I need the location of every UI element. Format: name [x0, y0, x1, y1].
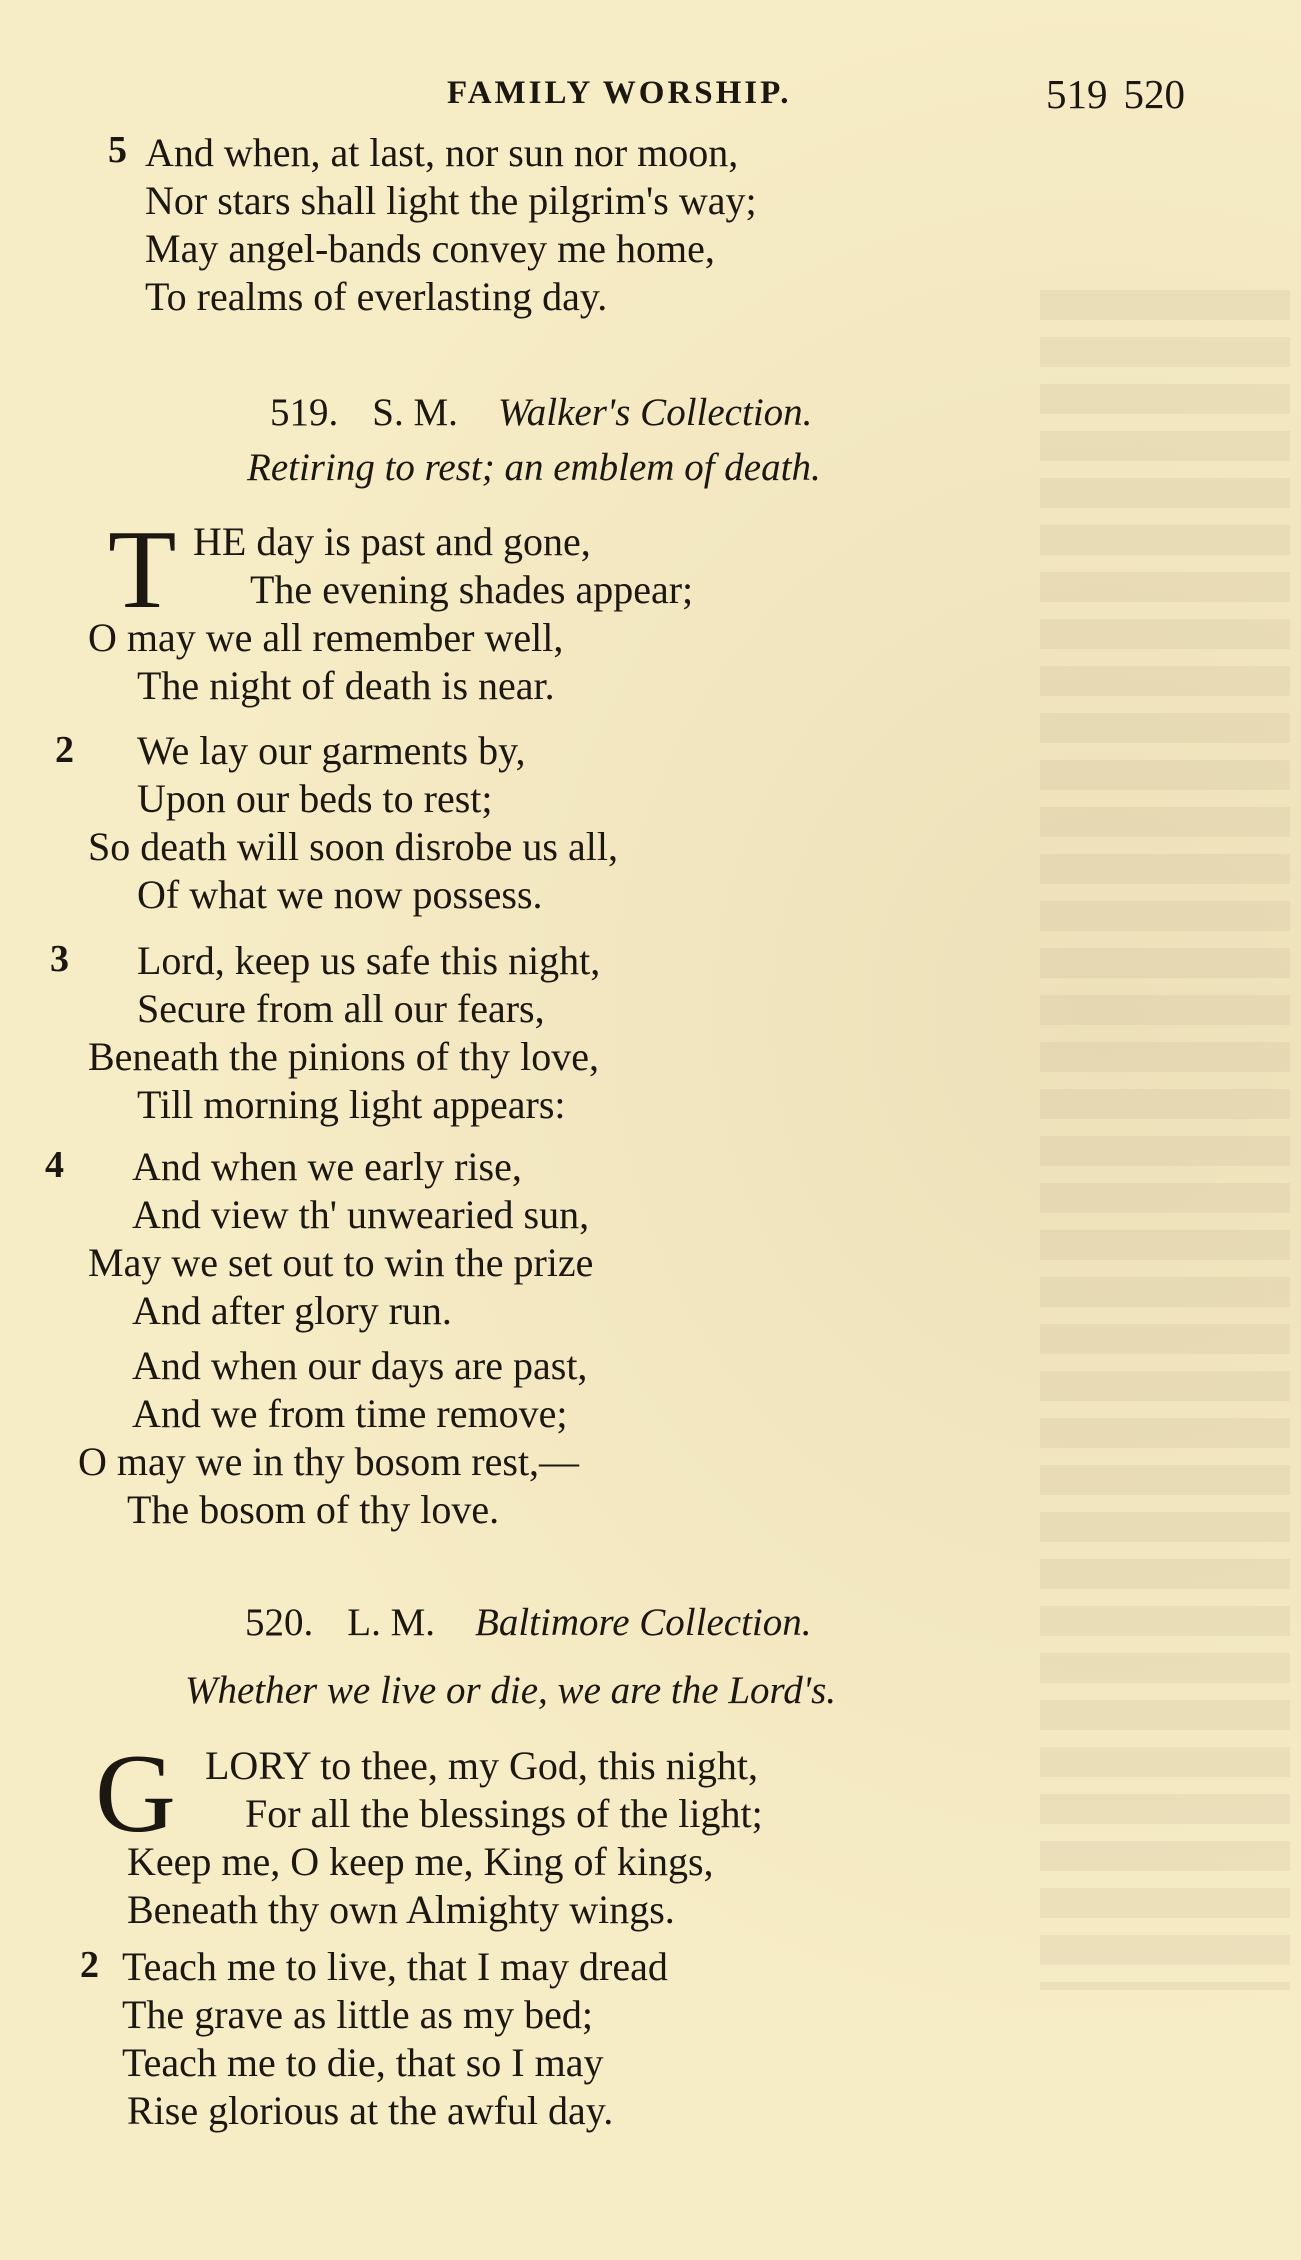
stanza-number: 5 [108, 129, 127, 171]
hymn-number: 519. [270, 391, 339, 434]
verse-line: LORY to thee, my God, this night, [205, 1743, 758, 1788]
verse-line: O may we in thy bosom rest,— [78, 1439, 580, 1484]
verse-line: And when, at last, nor sun nor moon, [145, 130, 739, 175]
verse-line: The grave as little as my bed; [122, 1992, 593, 2037]
hymn-source: Walker's Collection. [497, 391, 813, 434]
verse-line: Beneath thy own Almighty wings. [127, 1887, 675, 1932]
verse-line: The bosom of thy love. [127, 1487, 500, 1532]
running-head: FAMILY WORSHIP. [447, 75, 792, 111]
verse-line: May we set out to win the prize [88, 1240, 594, 1285]
hymn-meter: S. M. [372, 391, 458, 434]
verse-line: Beneath the pinions of thy love, [88, 1034, 600, 1079]
page-numbers [1046, 70, 1185, 118]
page-number-left: 519 [1046, 71, 1108, 117]
verse-line: Keep me, O keep me, King of kings, [127, 1839, 714, 1884]
verse-line: Nor stars shall light the pilgrim's way; [145, 178, 757, 223]
bleed-through-shadow [1040, 290, 1290, 1990]
verse-line: The evening shades appear; [250, 567, 694, 612]
hymn-subtitle: Whether we live or die, we are the Lord's. [185, 1669, 837, 1712]
verse-line: And when our days are past, [132, 1343, 588, 1388]
verse-line: Till morning light appears: [137, 1082, 566, 1127]
page-number-right: 520 [1123, 71, 1185, 117]
verse-line: Secure from all our fears, [137, 986, 545, 1031]
verse-line: Of what we now possess. [137, 872, 543, 917]
hymn-heading-520 [245, 1600, 812, 1645]
hymn-number: 520. [245, 1601, 314, 1644]
drop-cap: G [95, 1732, 176, 1856]
verse-line: And view th' unwearied sun, [132, 1192, 590, 1237]
hymn-subtitle: Retiring to rest; an emblem of death. [247, 446, 821, 489]
verse-line: Upon our beds to rest; [137, 776, 493, 821]
verse-line: And after glory run. [132, 1288, 452, 1333]
hymn-source: Baltimore Collection. [475, 1601, 812, 1644]
verse-line: Teach me to die, that so I may [122, 2040, 604, 2085]
verse-line: O may we all remember well, [88, 615, 564, 660]
verse-line: Rise glorious at the awful day. [127, 2088, 614, 2133]
drop-cap: T [108, 508, 177, 632]
stanza-number: 4 [45, 1144, 64, 1186]
verse-line: HE day is past and gone, [193, 519, 591, 564]
verse-line: The night of death is near. [137, 663, 555, 708]
verse-line: And when we early rise, [132, 1144, 522, 1189]
verse-line: May angel-bands convey me home, [145, 226, 715, 271]
verse-line: Lord, keep us safe this night, [137, 938, 601, 983]
hymn-heading-519 [270, 390, 812, 435]
verse-line: We lay our garments by, [137, 728, 526, 773]
verse-line: So death will soon disrobe us all, [88, 824, 618, 869]
verse-line: To realms of everlasting day. [145, 274, 608, 319]
verse-line: And we from time remove; [132, 1391, 568, 1436]
stanza-number: 2 [55, 729, 74, 771]
verse-line: Teach me to live, that I may dread [122, 1944, 668, 1989]
verse-line: For all the blessings of the light; [245, 1791, 763, 1836]
stanza-number: 3 [50, 938, 69, 980]
stanza-number: 2 [80, 1944, 99, 1986]
hymn-meter: L. M. [347, 1601, 435, 1644]
